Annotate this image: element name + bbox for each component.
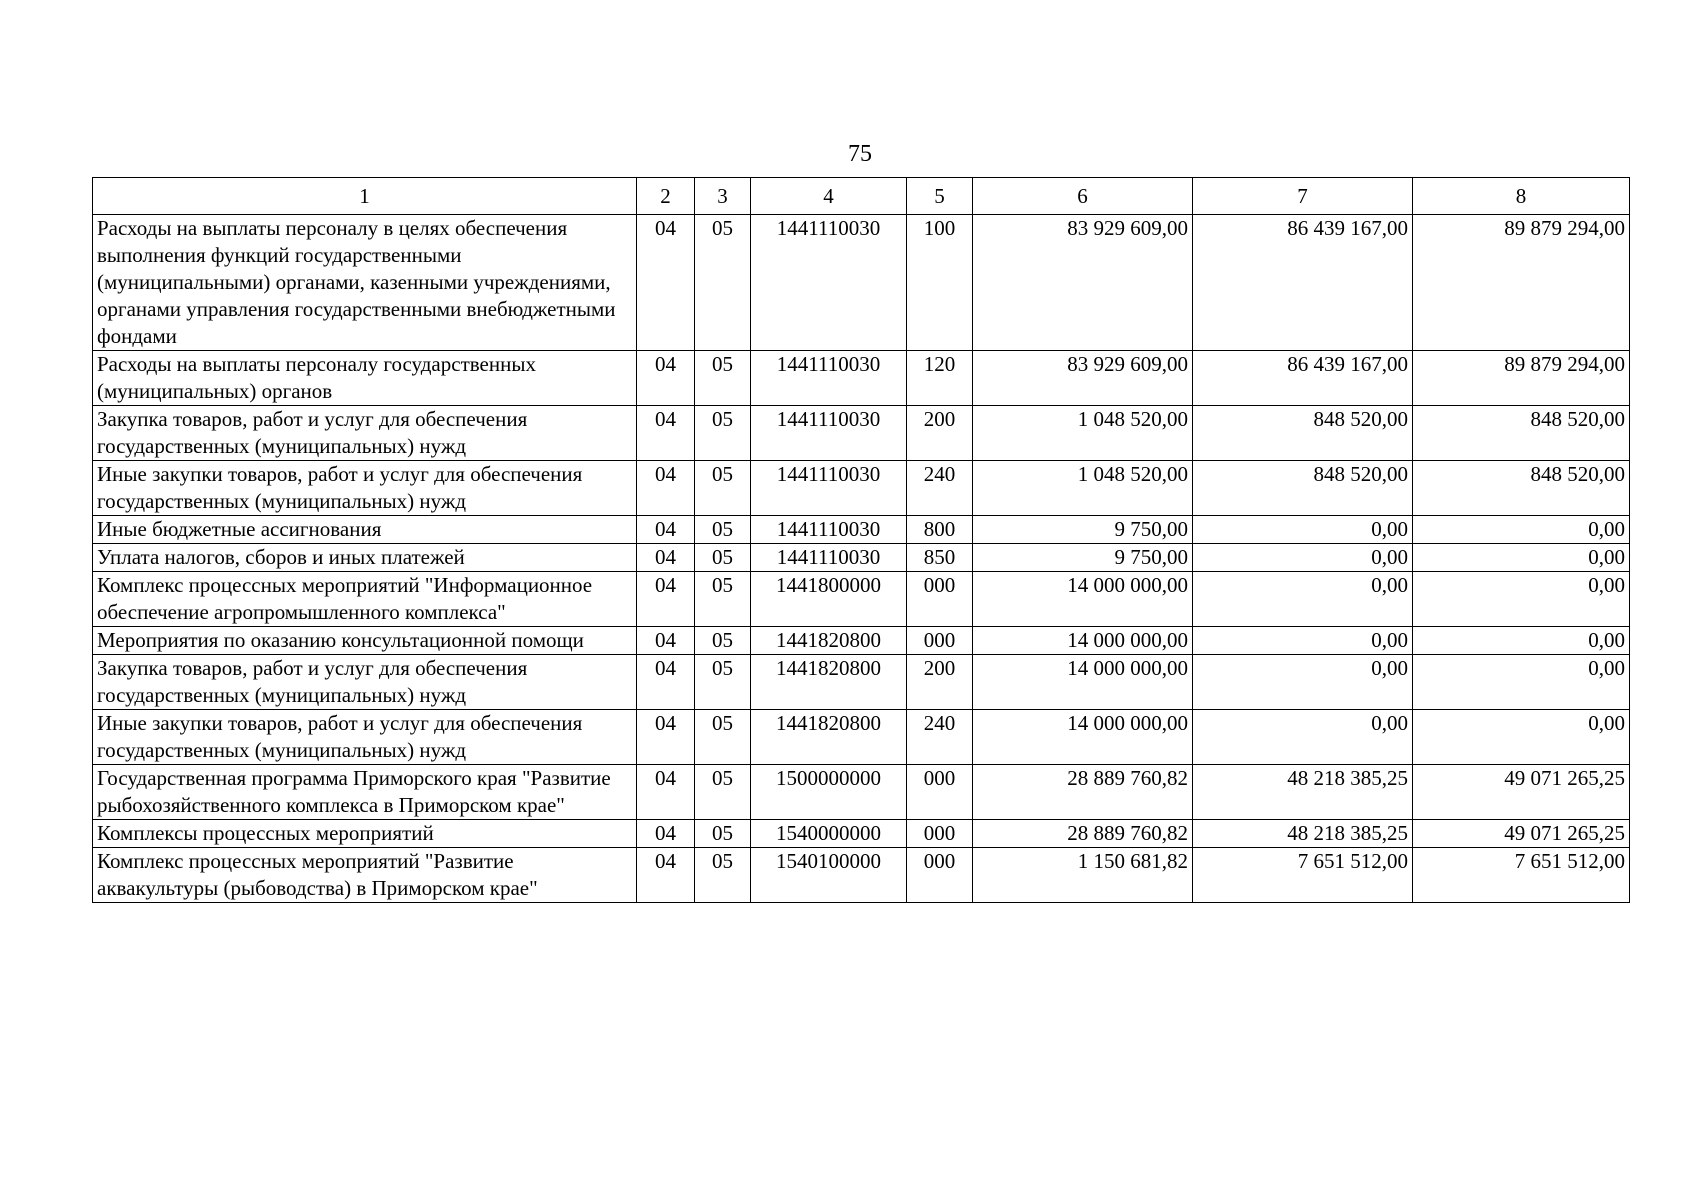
section-code-cell: 04: [637, 351, 695, 406]
table-row: [93, 848, 1630, 903]
row-name-cell: Государственная программа Приморского края "Развитие рыбохозяйственного комплекса в Приморском крае": [93, 765, 637, 820]
expense-type-cell: 000: [907, 820, 973, 848]
amount-cell: 0,00: [1193, 544, 1413, 572]
column-header: 7: [1193, 178, 1413, 215]
subsection-code-cell: 05: [695, 765, 751, 820]
section-code-cell: 04: [637, 544, 695, 572]
header-row: [93, 178, 1630, 215]
table-row: [93, 516, 1630, 544]
section-code-cell: 04: [637, 710, 695, 765]
section-code-cell: 04: [637, 406, 695, 461]
amount-cell: 7 651 512,00: [1413, 848, 1630, 903]
subsection-code-cell: 05: [695, 351, 751, 406]
amount-cell: 9 750,00: [973, 516, 1193, 544]
table-row: [93, 627, 1630, 655]
target-article-cell: 1441110030: [751, 544, 907, 572]
amount-cell: 0,00: [1413, 516, 1630, 544]
amount-cell: 0,00: [1193, 572, 1413, 627]
subsection-code-cell: 05: [695, 406, 751, 461]
subsection-code-cell: 05: [695, 848, 751, 903]
amount-cell: 0,00: [1413, 710, 1630, 765]
expense-type-cell: 850: [907, 544, 973, 572]
expense-type-cell: 200: [907, 406, 973, 461]
amount-cell: 1 048 520,00: [973, 406, 1193, 461]
subsection-code-cell: 05: [695, 627, 751, 655]
table-row: [93, 572, 1630, 627]
table-row: [93, 215, 1630, 351]
subsection-code-cell: 05: [695, 820, 751, 848]
table-row: [93, 710, 1630, 765]
amount-cell: 1 150 681,82: [973, 848, 1193, 903]
section-code-cell: 04: [637, 820, 695, 848]
amount-cell: 28 889 760,82: [973, 820, 1193, 848]
subsection-code-cell: 05: [695, 461, 751, 516]
target-article-cell: 1441110030: [751, 461, 907, 516]
amount-cell: 0,00: [1413, 544, 1630, 572]
amount-cell: 49 071 265,25: [1413, 820, 1630, 848]
amount-cell: 0,00: [1413, 572, 1630, 627]
amount-cell: 0,00: [1193, 710, 1413, 765]
section-code-cell: 04: [637, 655, 695, 710]
expense-type-cell: 000: [907, 848, 973, 903]
amount-cell: 48 218 385,25: [1193, 765, 1413, 820]
target-article-cell: 1441110030: [751, 215, 907, 351]
table-row: [93, 406, 1630, 461]
row-name-cell: Расходы на выплаты персоналу государственных (муниципальных) органов: [93, 351, 637, 406]
amount-cell: 0,00: [1193, 627, 1413, 655]
row-name-cell: Уплата налогов, сборов и иных платежей: [93, 544, 637, 572]
amount-cell: 0,00: [1193, 655, 1413, 710]
expense-type-cell: 100: [907, 215, 973, 351]
subsection-code-cell: 05: [695, 710, 751, 765]
target-article-cell: 1540100000: [751, 848, 907, 903]
target-article-cell: 1540000000: [751, 820, 907, 848]
amount-cell: 848 520,00: [1413, 406, 1630, 461]
target-article-cell: 1441820800: [751, 710, 907, 765]
amount-cell: 0,00: [1193, 516, 1413, 544]
column-header: 8: [1413, 178, 1630, 215]
amount-cell: 14 000 000,00: [973, 627, 1193, 655]
expense-type-cell: 200: [907, 655, 973, 710]
row-name-cell: Иные закупки товаров, работ и услуг для обеспечения государственных (муниципальных) нужд: [93, 461, 637, 516]
column-header: 2: [637, 178, 695, 215]
table-row: [93, 765, 1630, 820]
table-row: [93, 544, 1630, 572]
amount-cell: 86 439 167,00: [1193, 351, 1413, 406]
amount-cell: 89 879 294,00: [1413, 351, 1630, 406]
amount-cell: 48 218 385,25: [1193, 820, 1413, 848]
amount-cell: 89 879 294,00: [1413, 215, 1630, 351]
amount-cell: 9 750,00: [973, 544, 1193, 572]
row-name-cell: Мероприятия по оказанию консультационной помощи: [93, 627, 637, 655]
amount-cell: 1 048 520,00: [973, 461, 1193, 516]
amount-cell: 14 000 000,00: [973, 572, 1193, 627]
row-name-cell: Комплексы процессных мероприятий: [93, 820, 637, 848]
column-header: 5: [907, 178, 973, 215]
target-article-cell: 1441820800: [751, 627, 907, 655]
row-name-cell: Иные бюджетные ассигнования: [93, 516, 637, 544]
subsection-code-cell: 05: [695, 572, 751, 627]
expense-type-cell: 800: [907, 516, 973, 544]
subsection-code-cell: 05: [695, 516, 751, 544]
expense-type-cell: 240: [907, 461, 973, 516]
amount-cell: 83 929 609,00: [973, 215, 1193, 351]
table-row: [93, 655, 1630, 710]
budget-table: [92, 177, 1630, 903]
row-name-cell: Закупка товаров, работ и услуг для обеспечения государственных (муниципальных) нужд: [93, 655, 637, 710]
section-code-cell: 04: [637, 572, 695, 627]
section-code-cell: 04: [637, 516, 695, 544]
column-header: 6: [973, 178, 1193, 215]
section-code-cell: 04: [637, 765, 695, 820]
amount-cell: 848 520,00: [1193, 406, 1413, 461]
column-header: 3: [695, 178, 751, 215]
page-number: 75: [848, 141, 872, 167]
amount-cell: 83 929 609,00: [973, 351, 1193, 406]
section-code-cell: 04: [637, 215, 695, 351]
amount-cell: 49 071 265,25: [1413, 765, 1630, 820]
subsection-code-cell: 05: [695, 655, 751, 710]
subsection-code-cell: 05: [695, 215, 751, 351]
target-article-cell: 1441110030: [751, 516, 907, 544]
target-article-cell: 1441110030: [751, 406, 907, 461]
row-name-cell: Закупка товаров, работ и услуг для обеспечения государственных (муниципальных) нужд: [93, 406, 637, 461]
amount-cell: 0,00: [1413, 655, 1630, 710]
table-row: [93, 461, 1630, 516]
amount-cell: 848 520,00: [1193, 461, 1413, 516]
row-name-cell: Расходы на выплаты персоналу в целях обеспечения выполнения функций государственными (муниципальными) органами, казенными учреждениями, органами управления государственными внебюджетными фондами: [93, 215, 637, 351]
amount-cell: 848 520,00: [1413, 461, 1630, 516]
table-row: [93, 351, 1630, 406]
amount-cell: 14 000 000,00: [973, 655, 1193, 710]
target-article-cell: 1441110030: [751, 351, 907, 406]
expense-type-cell: 000: [907, 765, 973, 820]
column-header: 1: [93, 178, 637, 215]
amount-cell: 86 439 167,00: [1193, 215, 1413, 351]
amount-cell: 28 889 760,82: [973, 765, 1193, 820]
target-article-cell: 1441800000: [751, 572, 907, 627]
amount-cell: 0,00: [1413, 627, 1630, 655]
subsection-code-cell: 05: [695, 544, 751, 572]
column-header: 4: [751, 178, 907, 215]
section-code-cell: 04: [637, 627, 695, 655]
amount-cell: 14 000 000,00: [973, 710, 1193, 765]
expense-type-cell: 000: [907, 627, 973, 655]
row-name-cell: Комплекс процессных мероприятий "Развитие аквакультуры (рыбоводства) в Приморском крае": [93, 848, 637, 903]
amount-cell: 7 651 512,00: [1193, 848, 1413, 903]
row-name-cell: Комплекс процессных мероприятий "Информационное обеспечение агропромышленного комплекса": [93, 572, 637, 627]
expense-type-cell: 120: [907, 351, 973, 406]
target-article-cell: 1500000000: [751, 765, 907, 820]
section-code-cell: 04: [637, 848, 695, 903]
row-name-cell: Иные закупки товаров, работ и услуг для обеспечения государственных (муниципальных) нужд: [93, 710, 637, 765]
expense-type-cell: 240: [907, 710, 973, 765]
expense-type-cell: 000: [907, 572, 973, 627]
section-code-cell: 04: [637, 461, 695, 516]
target-article-cell: 1441820800: [751, 655, 907, 710]
table-row: [93, 820, 1630, 848]
